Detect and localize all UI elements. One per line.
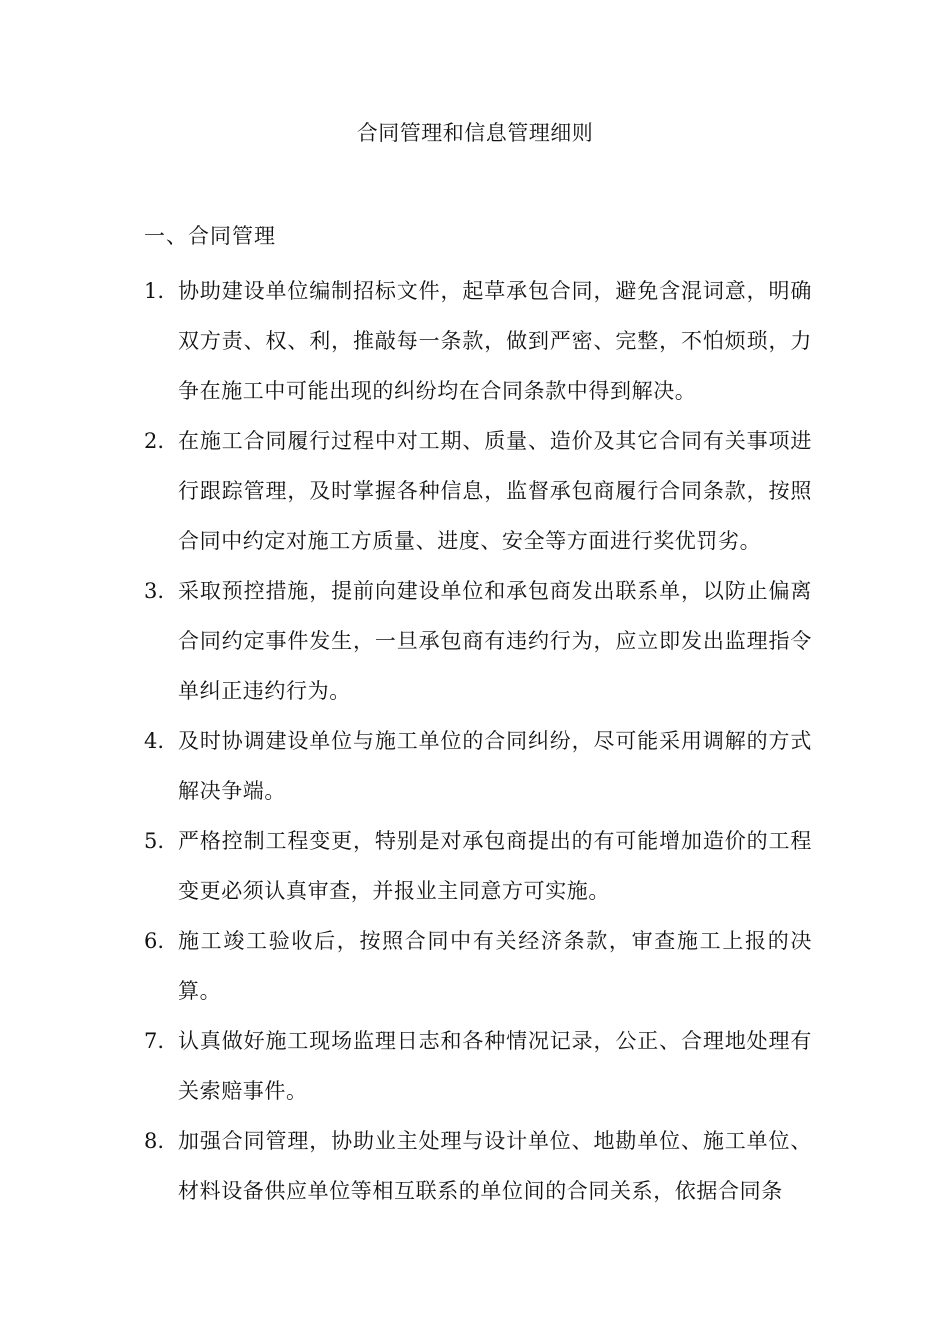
list-item bbox=[144, 566, 812, 716]
item-number: 1. bbox=[144, 279, 165, 303]
item-text: 采取预控措施，提前向建设单位和承包商发出联系单，以防止偏离合同约定事件发生，一旦承包商有违约行为，应立即发出监理指令单纠正违约行为。 bbox=[178, 579, 812, 703]
item-text: 及时协调建设单位与施工单位的合同纠纷，尽可能采用调解的方式解决争端。 bbox=[178, 729, 812, 803]
item-number: 6. bbox=[144, 929, 165, 953]
item-number: 5. bbox=[144, 829, 165, 853]
list-item bbox=[144, 816, 812, 916]
list-item bbox=[144, 916, 812, 1016]
item-text: 协助建设单位编制招标文件，起草承包合同，避免含混词意，明确双方责、权、利，推敲每一条款，做到严密、完整，不怕烦琐，力争在施工中可能出现的纠纷均在合同条款中得到解决。 bbox=[178, 279, 812, 403]
section-heading: 一、合同管理 bbox=[144, 224, 276, 248]
list-item bbox=[144, 266, 812, 416]
item-number: 7. bbox=[144, 1029, 165, 1053]
item-text: 在施工合同履行过程中对工期、质量、造价及其它合同有关事项进行跟踪管理，及时掌握各种信息，监督承包商履行合同条款，按照合同中约定对施工方质量、进度、安全等方面进行奖优罚劣。 bbox=[178, 429, 812, 553]
item-text: 加强合同管理，协助业主处理与设计单位、地勘单位、施工单位、材料设备供应单位等相互联系的单位间的合同关系，依据合同条 bbox=[178, 1129, 812, 1203]
list-item bbox=[144, 716, 812, 816]
item-text: 施工竣工验收后，按照合同中有关经济条款，审查施工上报的决算。 bbox=[178, 929, 812, 1003]
list-item bbox=[144, 416, 812, 566]
document-title: 合同管理和信息管理细则 bbox=[356, 121, 594, 145]
item-number: 3. bbox=[144, 579, 165, 603]
item-number: 2. bbox=[144, 429, 165, 453]
contract-management-list bbox=[144, 266, 812, 1216]
item-number: 8. bbox=[144, 1129, 165, 1153]
list-item bbox=[144, 1116, 812, 1216]
item-text: 认真做好施工现场监理日志和各种情况记录，公正、合理地处理有关索赔事件。 bbox=[178, 1029, 812, 1103]
item-text: 严格控制工程变更，特别是对承包商提出的有可能增加造价的工程变更必须认真审查，并报业主同意方可实施。 bbox=[178, 829, 812, 903]
item-number: 4. bbox=[144, 729, 165, 753]
list-item bbox=[144, 1016, 812, 1116]
